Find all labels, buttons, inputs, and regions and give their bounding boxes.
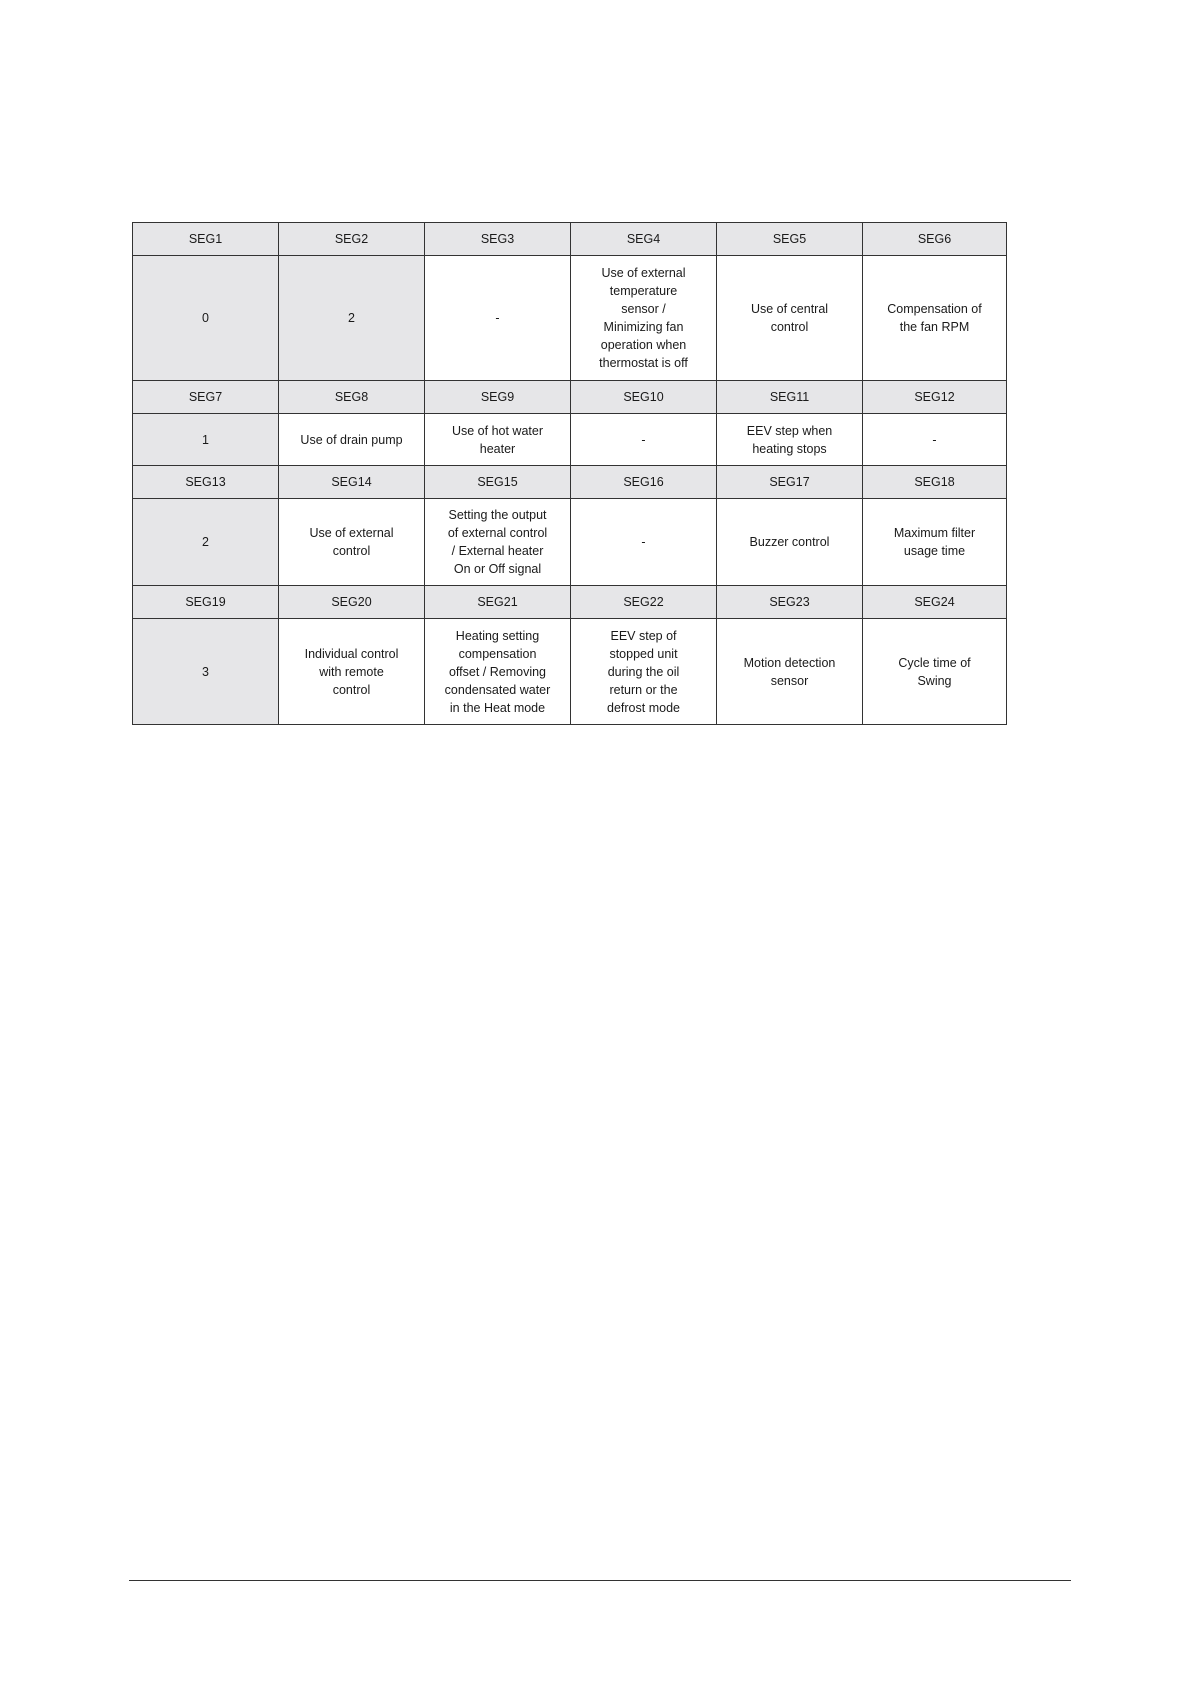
header-cell: SEG13 (133, 466, 279, 499)
value-cell: 1 (133, 414, 279, 466)
header-cell: SEG11 (717, 381, 863, 414)
value-cell: 0 (133, 256, 279, 381)
header-cell: SEG12 (863, 381, 1007, 414)
header-cell: SEG19 (133, 586, 279, 619)
value-cell: - (425, 256, 571, 381)
footer-divider (129, 1580, 1071, 1581)
value-cell: 2 (133, 499, 279, 586)
value-cell: Use of external control (279, 499, 425, 586)
value-cell: Setting the output of external control / External heater On or Off signal (425, 499, 571, 586)
value-cell: Motion detection sensor (717, 619, 863, 725)
value-cell: Use of external temperature sensor / Minimizing fan operation when thermostat is off (571, 256, 717, 381)
header-cell: SEG10 (571, 381, 717, 414)
header-cell: SEG15 (425, 466, 571, 499)
header-cell: SEG22 (571, 586, 717, 619)
value-cell: EEV step when heating stops (717, 414, 863, 466)
value-cell: Maximum filter usage time (863, 499, 1007, 586)
value-row (133, 499, 1007, 586)
header-row (133, 466, 1007, 499)
header-row (133, 381, 1007, 414)
value-cell: - (571, 499, 717, 586)
header-cell: SEG21 (425, 586, 571, 619)
value-cell: Use of central control (717, 256, 863, 381)
value-cell: Cycle time of Swing (863, 619, 1007, 725)
header-cell: SEG24 (863, 586, 1007, 619)
value-cell: Use of hot water heater (425, 414, 571, 466)
header-cell: SEG1 (133, 223, 279, 256)
header-cell: SEG2 (279, 223, 425, 256)
value-cell: Use of drain pump (279, 414, 425, 466)
header-cell: SEG3 (425, 223, 571, 256)
value-cell: EEV step of stopped unit during the oil return or the defrost mode (571, 619, 717, 725)
value-cell: - (571, 414, 717, 466)
header-cell: SEG7 (133, 381, 279, 414)
header-cell: SEG16 (571, 466, 717, 499)
value-row (133, 414, 1007, 466)
header-cell: SEG9 (425, 381, 571, 414)
header-cell: SEG5 (717, 223, 863, 256)
header-row (133, 586, 1007, 619)
header-cell: SEG20 (279, 586, 425, 619)
header-cell: SEG17 (717, 466, 863, 499)
header-row (133, 223, 1007, 256)
value-cell: Buzzer control (717, 499, 863, 586)
header-cell: SEG4 (571, 223, 717, 256)
value-row (133, 619, 1007, 725)
header-cell: SEG14 (279, 466, 425, 499)
header-cell: SEG8 (279, 381, 425, 414)
value-cell: 2 (279, 256, 425, 381)
header-cell: SEG23 (717, 586, 863, 619)
value-cell: Compensation of the fan RPM (863, 256, 1007, 381)
value-cell: Individual control with remote control (279, 619, 425, 725)
header-cell: SEG6 (863, 223, 1007, 256)
seg-option-table (132, 222, 1007, 725)
value-row (133, 256, 1007, 381)
value-cell: Heating setting compensation offset / Removing condensated water in the Heat mode (425, 619, 571, 725)
value-cell: 3 (133, 619, 279, 725)
value-cell: - (863, 414, 1007, 466)
header-cell: SEG18 (863, 466, 1007, 499)
